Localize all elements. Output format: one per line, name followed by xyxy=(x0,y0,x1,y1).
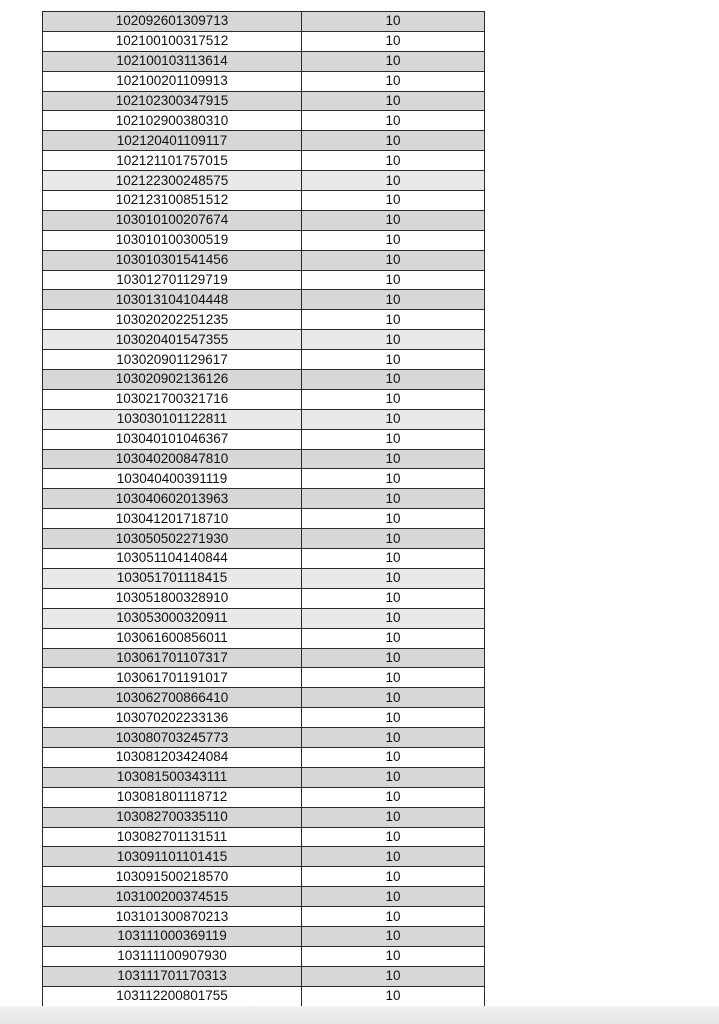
table-row xyxy=(43,887,485,907)
row-id-cell: 103053000320911 xyxy=(43,608,302,628)
row-value-cell: 10 xyxy=(302,946,485,966)
row-value-cell: 10 xyxy=(302,310,485,330)
row-value-cell: 10 xyxy=(302,330,485,350)
table-row xyxy=(43,549,485,569)
row-id-cell: 103091500218570 xyxy=(43,867,302,887)
table-row xyxy=(43,568,485,588)
row-id-cell: 103051800328910 xyxy=(43,588,302,608)
row-value-cell: 10 xyxy=(302,966,485,986)
row-id-cell: 103020401547355 xyxy=(43,330,302,350)
table-row xyxy=(43,847,485,867)
row-value-cell: 10 xyxy=(302,588,485,608)
row-id-cell: 103020202251235 xyxy=(43,310,302,330)
row-value-cell: 10 xyxy=(302,747,485,767)
row-id-cell: 103010100207674 xyxy=(43,210,302,230)
row-id-cell: 103100200374515 xyxy=(43,887,302,907)
row-value-cell: 10 xyxy=(302,827,485,847)
table-row xyxy=(43,747,485,767)
row-value-cell: 10 xyxy=(302,370,485,390)
table-row xyxy=(43,986,485,1006)
row-id-cell: 103082701131511 xyxy=(43,827,302,847)
row-value-cell: 10 xyxy=(302,131,485,151)
row-value-cell: 10 xyxy=(302,429,485,449)
row-id-cell: 103061701191017 xyxy=(43,668,302,688)
table-row xyxy=(43,648,485,668)
row-value-cell: 10 xyxy=(302,409,485,429)
row-id-cell: 103013104104448 xyxy=(43,290,302,310)
row-value-cell: 10 xyxy=(302,111,485,131)
row-id-cell: 103040101046367 xyxy=(43,429,302,449)
row-id-cell: 103051701118415 xyxy=(43,568,302,588)
table-row xyxy=(43,290,485,310)
row-value-cell: 10 xyxy=(302,250,485,270)
row-id-cell: 103012701129719 xyxy=(43,270,302,290)
table-row xyxy=(43,131,485,151)
row-value-cell: 10 xyxy=(302,389,485,409)
row-value-cell: 10 xyxy=(302,986,485,1006)
row-id-cell: 102100103113614 xyxy=(43,51,302,71)
row-value-cell: 10 xyxy=(302,270,485,290)
row-id-cell: 103111100907930 xyxy=(43,946,302,966)
row-id-cell: 103020901129617 xyxy=(43,350,302,370)
row-id-cell: 103020902136126 xyxy=(43,370,302,390)
row-id-cell: 103040602013963 xyxy=(43,489,302,509)
row-value-cell: 10 xyxy=(302,350,485,370)
row-id-cell: 102120401109117 xyxy=(43,131,302,151)
table-row xyxy=(43,966,485,986)
table-row xyxy=(43,509,485,529)
row-id-cell: 103050502271930 xyxy=(43,529,302,549)
row-id-cell: 102102300347915 xyxy=(43,91,302,111)
table-row xyxy=(43,588,485,608)
row-id-cell: 103091101101415 xyxy=(43,847,302,867)
table-row xyxy=(43,91,485,111)
table-row xyxy=(43,628,485,648)
row-value-cell: 10 xyxy=(302,708,485,728)
table-row xyxy=(43,708,485,728)
page-bottom-edge xyxy=(0,1006,719,1024)
row-id-cell: 103061701107317 xyxy=(43,648,302,668)
table-body xyxy=(43,12,485,1007)
row-value-cell: 10 xyxy=(302,807,485,827)
table-row xyxy=(43,807,485,827)
row-id-cell: 103040400391119 xyxy=(43,469,302,489)
row-value-cell: 10 xyxy=(302,688,485,708)
table-row xyxy=(43,270,485,290)
table-row xyxy=(43,310,485,330)
table-row xyxy=(43,171,485,191)
table-row xyxy=(43,330,485,350)
row-value-cell: 10 xyxy=(302,887,485,907)
table-row xyxy=(43,827,485,847)
row-value-cell: 10 xyxy=(302,449,485,469)
table-row xyxy=(43,350,485,370)
row-id-cell: 103041201718710 xyxy=(43,509,302,529)
table-row xyxy=(43,907,485,927)
table-row xyxy=(43,370,485,390)
row-value-cell: 10 xyxy=(302,529,485,549)
row-id-cell: 103062700866410 xyxy=(43,688,302,708)
row-value-cell: 10 xyxy=(302,728,485,748)
row-value-cell: 10 xyxy=(302,191,485,211)
row-id-cell: 102100100317512 xyxy=(43,31,302,51)
table-row xyxy=(43,926,485,946)
table-row xyxy=(43,51,485,71)
row-value-cell: 10 xyxy=(302,767,485,787)
row-id-cell: 103082700335110 xyxy=(43,807,302,827)
table-row xyxy=(43,767,485,787)
table-row xyxy=(43,12,485,32)
row-value-cell: 10 xyxy=(302,847,485,867)
row-value-cell: 10 xyxy=(302,31,485,51)
table-row xyxy=(43,111,485,131)
table-row xyxy=(43,151,485,171)
row-id-cell: 103080703245773 xyxy=(43,728,302,748)
row-id-cell: 103010301541456 xyxy=(43,250,302,270)
row-id-cell: 102122300248575 xyxy=(43,171,302,191)
row-value-cell: 10 xyxy=(302,51,485,71)
row-id-cell: 102102900380310 xyxy=(43,111,302,131)
row-value-cell: 10 xyxy=(302,469,485,489)
row-id-cell: 103081203424084 xyxy=(43,747,302,767)
row-value-cell: 10 xyxy=(302,668,485,688)
table-row xyxy=(43,210,485,230)
row-value-cell: 10 xyxy=(302,12,485,32)
row-id-cell: 103081801118712 xyxy=(43,787,302,807)
table-row xyxy=(43,191,485,211)
table-row xyxy=(43,31,485,51)
table-row xyxy=(43,469,485,489)
row-id-cell: 103101300870213 xyxy=(43,907,302,927)
row-value-cell: 10 xyxy=(302,509,485,529)
row-id-cell: 102100201109913 xyxy=(43,71,302,91)
table-row xyxy=(43,389,485,409)
row-value-cell: 10 xyxy=(302,230,485,250)
table-row xyxy=(43,230,485,250)
table-row xyxy=(43,529,485,549)
row-value-cell: 10 xyxy=(302,568,485,588)
row-value-cell: 10 xyxy=(302,210,485,230)
row-id-cell: 103061600856011 xyxy=(43,628,302,648)
row-id-cell: 103111701170313 xyxy=(43,966,302,986)
table-row xyxy=(43,668,485,688)
row-value-cell: 10 xyxy=(302,907,485,927)
row-value-cell: 10 xyxy=(302,71,485,91)
row-value-cell: 10 xyxy=(302,926,485,946)
table-row xyxy=(43,449,485,469)
data-table xyxy=(42,11,485,1007)
row-id-cell: 103081500343111 xyxy=(43,767,302,787)
table-row xyxy=(43,608,485,628)
row-value-cell: 10 xyxy=(302,787,485,807)
table-row xyxy=(43,728,485,748)
row-id-cell: 103030101122811 xyxy=(43,409,302,429)
row-value-cell: 10 xyxy=(302,628,485,648)
table-row xyxy=(43,429,485,449)
table-row xyxy=(43,946,485,966)
table-row xyxy=(43,489,485,509)
table-row xyxy=(43,71,485,91)
row-id-cell: 102092601309713 xyxy=(43,12,302,32)
table-row xyxy=(43,787,485,807)
row-id-cell: 103010100300519 xyxy=(43,230,302,250)
table-row xyxy=(43,867,485,887)
row-value-cell: 10 xyxy=(302,489,485,509)
row-id-cell: 103021700321716 xyxy=(43,389,302,409)
row-id-cell: 102123100851512 xyxy=(43,191,302,211)
row-id-cell: 103051104140844 xyxy=(43,549,302,569)
row-value-cell: 10 xyxy=(302,171,485,191)
row-id-cell: 103040200847810 xyxy=(43,449,302,469)
row-id-cell: 103112200801755 xyxy=(43,986,302,1006)
row-value-cell: 10 xyxy=(302,290,485,310)
row-value-cell: 10 xyxy=(302,549,485,569)
table-row xyxy=(43,688,485,708)
row-id-cell: 102121101757015 xyxy=(43,151,302,171)
table-row xyxy=(43,250,485,270)
row-value-cell: 10 xyxy=(302,867,485,887)
row-value-cell: 10 xyxy=(302,91,485,111)
row-id-cell: 103111000369119 xyxy=(43,926,302,946)
row-value-cell: 10 xyxy=(302,648,485,668)
row-value-cell: 10 xyxy=(302,151,485,171)
table-row xyxy=(43,409,485,429)
row-id-cell: 103070202233136 xyxy=(43,708,302,728)
row-value-cell: 10 xyxy=(302,608,485,628)
